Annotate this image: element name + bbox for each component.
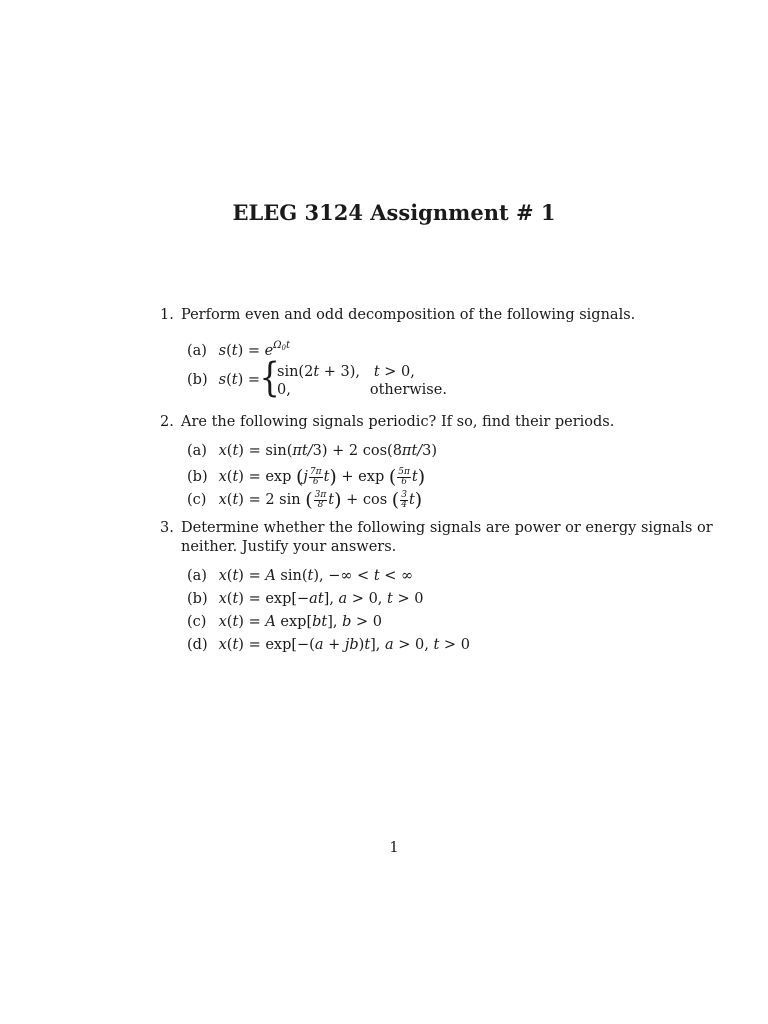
item-label: (b) [187, 591, 208, 607]
problem-2-item-a [187, 443, 437, 459]
problem-1-item-b [187, 372, 260, 388]
problem-3-item-a [187, 568, 413, 584]
problem-2-item-c [187, 489, 422, 511]
item-expression: x(t) = A sin(t), −∞ < t < ∞ [218, 568, 414, 584]
problem-text: Perform even and odd decomposition of the following signals. [181, 307, 636, 323]
problem-number: 3. [160, 520, 174, 536]
item-label: (a) [187, 443, 207, 459]
item-expression: s(t) = [218, 372, 260, 388]
item-expression: x(t) = A exp[bt], b > 0 [218, 614, 383, 630]
item-label: (a) [187, 343, 207, 359]
page-number: 1 [389, 840, 399, 856]
item-label: (c) [187, 492, 207, 508]
item-expression: x(t) = exp[−(a + jb)t], a > 0, t > 0 [218, 637, 470, 653]
cases-brace: { [259, 355, 280, 401]
problem-3-item-c [187, 614, 382, 630]
item-expression: x(t) = 2 sin ( $\frac{3\pi}{8}$ t) + cos ( $\frac{3}{4}$ t) [218, 489, 423, 511]
case-1: sin(2t + 3), t > 0, [277, 364, 415, 380]
problem-3-item-d [187, 637, 470, 653]
problem-3-item-b [187, 591, 423, 607]
problem-text-line-2: neither. Justify your answers. [181, 539, 397, 555]
item-expression: $s(t) = e^{\Omega_0t}$ [218, 340, 290, 359]
problem-text: Are the following signals periodic? If so, find their periods. [181, 414, 615, 430]
item-label: (b) [187, 469, 208, 485]
case-2: 0, otherwise. [277, 382, 447, 398]
item-expression: x(t) = exp[−at], a > 0, t > 0 [218, 591, 424, 607]
item-label: (a) [187, 568, 207, 584]
problem-number: 1. [160, 307, 174, 323]
problem-2 [160, 413, 660, 432]
item-label: (b) [187, 372, 208, 388]
problem-text-line-1: Determine whether the following signals are power or energy signals or [181, 520, 713, 536]
document-title: ELEG 3124 Assignment # 1 [232, 200, 556, 225]
problem-1 [160, 306, 660, 325]
problem-2-item-b [187, 466, 425, 488]
problem-3 [160, 519, 713, 557]
item-expression: x(t) = sin(πt/3) + 2 cos(8πt/3) [218, 443, 438, 459]
item-label: (c) [187, 614, 207, 630]
item-expression: x(t) = exp (j $\frac{7\pi}{6}$ t) + exp ( $\frac{5\pi}{6}$ t) [218, 466, 426, 488]
problem-number: 2. [160, 414, 174, 430]
item-label: (d) [187, 637, 208, 653]
